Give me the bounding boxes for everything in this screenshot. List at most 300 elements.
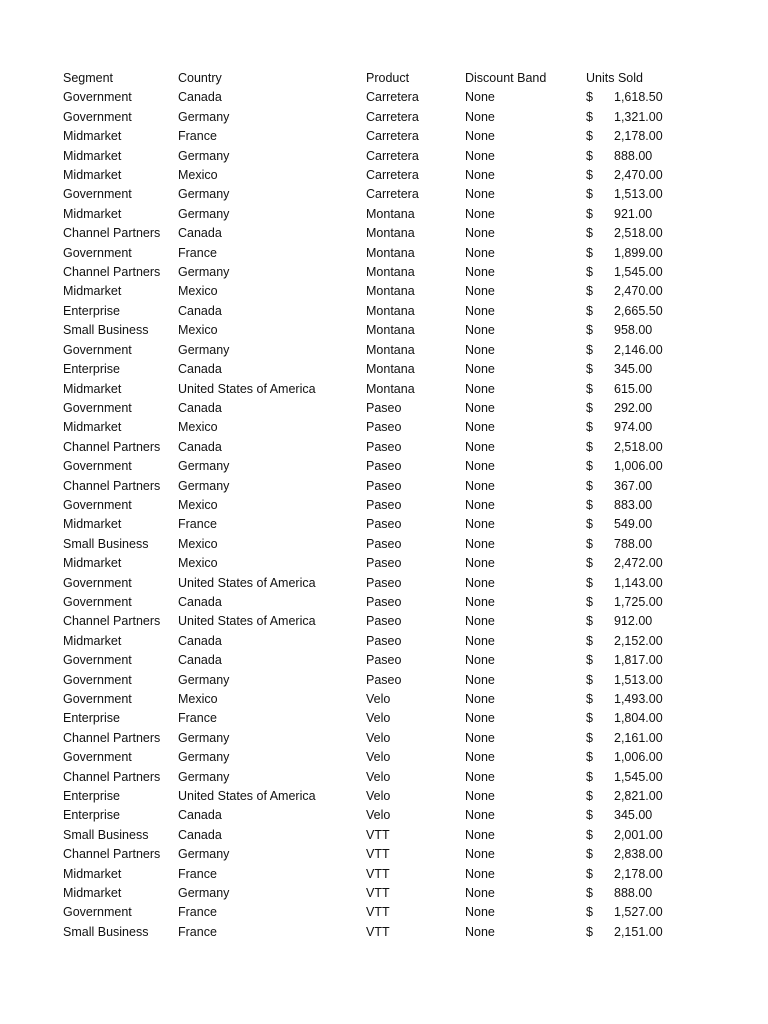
cell-country: Germany [178,187,230,202]
cell-discount-band: None [465,808,495,823]
table-row [63,477,677,496]
cell-units-sold: 1,143.00 [614,575,663,590]
cell-country: Canada [178,653,222,668]
cell-discount-band: None [465,692,495,706]
cell-segment: Small Business [63,323,149,338]
table-row [63,88,677,107]
cell-country: Germany [178,769,230,784]
table-row [63,515,677,534]
cell-units-sold: 2,470.00 [614,168,663,183]
table-row [63,923,677,942]
cell-segment: Government [63,459,132,474]
cell-country: Germany [178,148,230,163]
cell-units-sold: 2,665.50 [614,303,663,318]
cell-units-sold: 2,518.00 [614,226,663,241]
table-row [63,651,677,670]
cell-product: Paseo [366,614,402,629]
cell-product: Carretera [366,168,419,183]
cell-discount-band: None [465,672,495,687]
cell-units-sold: 958.00 [614,323,653,338]
table-row [63,360,677,379]
cell-currency-symbol: $ [586,400,593,415]
cell-segment: Channel Partners [63,847,161,862]
cell-segment: Government [63,400,132,415]
header-row [63,69,677,88]
cell-units-sold: 1,618.50 [614,90,663,105]
cell-units-sold: 345.00 [614,362,653,377]
table-row [63,826,677,845]
cell-units-sold: 1,725.00 [614,594,663,609]
table-row [63,457,677,476]
cell-segment: Government [63,653,132,668]
cell-discount-band: None [465,362,495,377]
cell-country: Germany [178,672,230,687]
cell-discount-band: None [465,90,495,105]
table-row [63,787,677,806]
cell-discount-band: None [465,517,495,532]
cell-units-sold: 292.00 [614,400,653,415]
cell-product: Carretera [366,148,419,163]
header-segment: Segment [63,71,114,85]
cell-product: Paseo [366,594,402,609]
table-row [63,729,677,748]
cell-currency-symbol: $ [586,575,593,590]
cell-product: Carretera [366,90,419,105]
cell-product: Montana [366,226,415,241]
cell-discount-band: None [465,284,495,299]
cell-segment: Midmarket [63,168,122,183]
cell-discount-band: None [465,497,495,512]
cell-currency-symbol: $ [586,594,593,609]
cell-country: Canada [178,303,222,318]
cell-discount-band: None [465,575,495,590]
table-row [63,554,677,573]
cell-discount-band: None [465,866,495,881]
table-row [63,438,677,457]
cell-segment: Channel Partners [63,614,161,629]
cell-currency-symbol: $ [586,439,593,454]
cell-product: Paseo [366,459,402,474]
cell-units-sold: 1,006.00 [614,459,663,474]
cell-country: Germany [178,750,230,765]
cell-segment: Channel Partners [63,769,161,784]
table-row [63,632,677,651]
cell-units-sold: 2,472.00 [614,556,663,571]
cell-discount-band: None [465,109,495,124]
cell-currency-symbol: $ [586,187,593,202]
cell-segment: Government [63,342,132,357]
table-row [63,884,677,903]
cell-product: Velo [366,692,391,706]
table-row [63,205,677,224]
table-row [63,845,677,864]
cell-product: Paseo [366,653,402,668]
cell-country: Mexico [178,168,218,183]
cell-segment: Government [63,905,132,920]
cell-country: Canada [178,594,222,609]
cell-product: Velo [366,769,391,784]
cell-currency-symbol: $ [586,420,593,435]
sales-table [63,69,677,942]
cell-units-sold: 2,470.00 [614,284,663,299]
cell-units-sold: 921.00 [614,206,653,221]
cell-segment: Small Business [63,924,149,939]
header-discount-band: Discount Band [465,71,547,85]
cell-currency-symbol: $ [586,109,593,124]
cell-country: Germany [178,459,230,474]
cell-currency-symbol: $ [586,672,593,687]
cell-country: Mexico [178,536,218,551]
cell-country: Canada [178,808,222,823]
table-row [63,263,677,282]
cell-units-sold: 2,151.00 [614,924,663,939]
cell-product: Carretera [366,187,419,202]
cell-country: Mexico [178,556,218,571]
cell-discount-band: None [465,342,495,357]
cell-units-sold: 1,527.00 [614,905,663,920]
cell-product: VTT [366,905,390,920]
table-row [63,108,677,127]
cell-discount-band: None [465,187,495,202]
cell-discount-band: None [465,827,495,842]
cell-country: Canada [178,633,222,648]
cell-product: Carretera [366,129,419,144]
table-row [63,806,677,825]
cell-country: Germany [178,886,230,901]
cell-currency-symbol: $ [586,323,593,338]
cell-units-sold: 1,545.00 [614,769,663,784]
cell-product: Carretera [366,109,419,124]
cell-currency-symbol: $ [586,614,593,629]
cell-country: Canada [178,362,222,377]
cell-discount-band: None [465,614,495,629]
cell-country: Canada [178,827,222,842]
cell-units-sold: 1,804.00 [614,711,663,726]
cell-discount-band: None [465,924,495,939]
table-row [63,690,677,709]
cell-country: Canada [178,226,222,241]
cell-product: VTT [366,886,390,901]
cell-product: Velo [366,789,391,804]
cell-product: Montana [366,381,415,396]
cell-product: Paseo [366,420,402,435]
cell-country: Mexico [178,497,218,512]
cell-units-sold: 2,161.00 [614,730,663,745]
cell-product: Paseo [366,517,402,532]
cell-currency-symbol: $ [586,459,593,474]
cell-currency-symbol: $ [586,206,593,221]
cell-country: France [178,245,217,260]
header-product: Product [366,71,410,85]
cell-units-sold: 1,899.00 [614,245,663,260]
cell-units-sold: 345.00 [614,808,653,823]
cell-currency-symbol: $ [586,866,593,881]
table-row [63,341,677,360]
cell-country: Mexico [178,420,218,435]
cell-discount-band: None [465,381,495,396]
cell-segment: Enterprise [63,303,120,318]
cell-segment: Midmarket [63,129,122,144]
cell-units-sold: 974.00 [614,420,653,435]
cell-product: Velo [366,730,391,745]
cell-country: United States of America [178,381,316,396]
cell-segment: Midmarket [63,633,122,648]
header-country: Country [178,71,222,85]
cell-country: Canada [178,439,222,454]
cell-units-sold: 888.00 [614,148,653,163]
cell-discount-band: None [465,323,495,338]
cell-currency-symbol: $ [586,478,593,493]
cell-segment: Government [63,497,132,512]
cell-units-sold: 888.00 [614,886,653,901]
table-row [63,244,677,263]
cell-segment: Midmarket [63,420,122,435]
cell-discount-band: None [465,594,495,609]
cell-product: Montana [366,323,415,338]
cell-discount-band: None [465,265,495,280]
cell-product: Paseo [366,536,402,551]
cell-units-sold: 1,321.00 [614,109,663,124]
cell-country: France [178,905,217,920]
table-row [63,671,677,690]
cell-product: Paseo [366,478,402,493]
cell-country: Germany [178,847,230,862]
cell-currency-symbol: $ [586,497,593,512]
cell-units-sold: 1,513.00 [614,187,663,202]
cell-currency-symbol: $ [586,265,593,280]
cell-segment: Government [63,672,132,687]
cell-country: Mexico [178,323,218,338]
table-row [63,321,677,340]
cell-discount-band: None [465,459,495,474]
cell-product: Montana [366,245,415,260]
cell-discount-band: None [465,711,495,726]
cell-discount-band: None [465,905,495,920]
cell-product: Paseo [366,672,402,687]
cell-discount-band: None [465,303,495,318]
table-row [63,496,677,515]
table-row [63,709,677,728]
table-row [63,224,677,243]
cell-segment: Midmarket [63,206,122,221]
cell-units-sold: 2,001.00 [614,827,663,842]
cell-units-sold: 367.00 [614,478,653,493]
cell-country: France [178,517,217,532]
cell-segment: Channel Partners [63,226,161,241]
cell-country: United States of America [178,575,316,590]
cell-discount-band: None [465,206,495,221]
cell-units-sold: 1,817.00 [614,653,663,668]
cell-segment: Channel Partners [63,439,161,454]
cell-discount-band: None [465,400,495,415]
table-row [63,147,677,166]
cell-country: Germany [178,265,230,280]
cell-currency-symbol: $ [586,148,593,163]
table-row [63,593,677,612]
cell-segment: Enterprise [63,789,120,804]
cell-discount-band: None [465,769,495,784]
cell-discount-band: None [465,536,495,551]
cell-units-sold: 1,493.00 [614,692,663,706]
cell-country: Germany [178,478,230,493]
table-row [63,399,677,418]
cell-currency-symbol: $ [586,381,593,396]
cell-segment: Midmarket [63,556,122,571]
table-row [63,418,677,437]
cell-product: Velo [366,711,391,726]
cell-product: VTT [366,866,390,881]
cell-discount-band: None [465,750,495,765]
header-units-sold: Units Sold [586,71,643,85]
cell-currency-symbol: $ [586,536,593,551]
table-row [63,166,677,185]
cell-discount-band: None [465,478,495,493]
table-row [63,612,677,631]
cell-units-sold: 883.00 [614,497,653,512]
cell-currency-symbol: $ [586,245,593,260]
cell-segment: Small Business [63,827,149,842]
cell-country: France [178,711,217,726]
cell-segment: Midmarket [63,148,122,163]
cell-country: Canada [178,90,222,105]
cell-product: VTT [366,847,390,862]
cell-segment: Midmarket [63,886,122,901]
cell-discount-band: None [465,420,495,435]
cell-country: Canada [178,400,222,415]
table-row [63,127,677,146]
cell-currency-symbol: $ [586,284,593,299]
cell-currency-symbol: $ [586,769,593,784]
cell-units-sold: 549.00 [614,517,653,532]
cell-segment: Channel Partners [63,265,161,280]
cell-units-sold: 1,545.00 [614,265,663,280]
cell-units-sold: 788.00 [614,536,653,551]
cell-currency-symbol: $ [586,924,593,939]
cell-units-sold: 2,146.00 [614,342,663,357]
cell-units-sold: 2,518.00 [614,439,663,454]
cell-product: Paseo [366,497,402,512]
table-row [63,185,677,204]
cell-segment: Enterprise [63,808,120,823]
cell-currency-symbol: $ [586,730,593,745]
cell-currency-symbol: $ [586,303,593,318]
cell-discount-band: None [465,847,495,862]
cell-segment: Government [63,90,132,105]
cell-segment: Government [63,245,132,260]
cell-segment: Government [63,692,132,706]
cell-segment: Government [63,187,132,202]
cell-units-sold: 615.00 [614,381,653,396]
cell-product: Paseo [366,439,402,454]
cell-country: Mexico [178,692,218,706]
table-body [63,88,677,942]
cell-currency-symbol: $ [586,808,593,823]
cell-product: Velo [366,750,391,765]
cell-discount-band: None [465,886,495,901]
cell-currency-symbol: $ [586,886,593,901]
cell-product: VTT [366,827,390,842]
cell-country: France [178,129,217,144]
cell-currency-symbol: $ [586,556,593,571]
cell-product: Montana [366,265,415,280]
table-row [63,865,677,884]
cell-units-sold: 2,178.00 [614,129,663,144]
cell-country: Germany [178,206,230,221]
cell-discount-band: None [465,633,495,648]
cell-units-sold: 1,006.00 [614,750,663,765]
cell-segment: Midmarket [63,381,122,396]
table-row [63,380,677,399]
cell-product: Paseo [366,556,402,571]
cell-country: United States of America [178,614,316,629]
cell-country: Germany [178,730,230,745]
cell-country: France [178,924,217,939]
cell-segment: Midmarket [63,284,122,299]
table-row [63,282,677,301]
cell-currency-symbol: $ [586,789,593,804]
cell-segment: Midmarket [63,866,122,881]
cell-units-sold: 2,178.00 [614,866,663,881]
cell-segment: Government [63,109,132,124]
cell-units-sold: 2,821.00 [614,789,663,804]
cell-discount-band: None [465,245,495,260]
cell-currency-symbol: $ [586,750,593,765]
cell-currency-symbol: $ [586,517,593,532]
cell-segment: Government [63,594,132,609]
cell-product: VTT [366,924,390,939]
cell-product: Montana [366,206,415,221]
cell-segment: Government [63,575,132,590]
table-row [63,535,677,554]
cell-discount-band: None [465,789,495,804]
cell-units-sold: 2,838.00 [614,847,663,862]
cell-units-sold: 1,513.00 [614,672,663,687]
cell-discount-band: None [465,226,495,241]
cell-product: Paseo [366,400,402,415]
cell-country: France [178,866,217,881]
cell-discount-band: None [465,653,495,668]
cell-country: Mexico [178,284,218,299]
cell-segment: Enterprise [63,362,120,377]
cell-discount-band: None [465,168,495,183]
cell-currency-symbol: $ [586,711,593,726]
cell-country: United States of America [178,789,316,804]
cell-currency-symbol: $ [586,226,593,241]
cell-units-sold: 912.00 [614,614,653,629]
cell-currency-symbol: $ [586,342,593,357]
cell-currency-symbol: $ [586,653,593,668]
cell-currency-symbol: $ [586,129,593,144]
cell-country: Germany [178,342,230,357]
cell-segment: Enterprise [63,711,120,726]
cell-units-sold: 2,152.00 [614,633,663,648]
cell-segment: Small Business [63,536,149,551]
cell-segment: Midmarket [63,517,122,532]
cell-currency-symbol: $ [586,905,593,920]
cell-product: Paseo [366,633,402,648]
table-row [63,903,677,922]
cell-currency-symbol: $ [586,692,593,706]
cell-discount-band: None [465,730,495,745]
cell-currency-symbol: $ [586,633,593,648]
cell-currency-symbol: $ [586,827,593,842]
cell-product: Montana [366,284,415,299]
cell-discount-band: None [465,129,495,144]
cell-segment: Channel Partners [63,730,161,745]
table-row [63,748,677,767]
cell-product: Paseo [366,575,402,590]
cell-product: Montana [366,303,415,318]
